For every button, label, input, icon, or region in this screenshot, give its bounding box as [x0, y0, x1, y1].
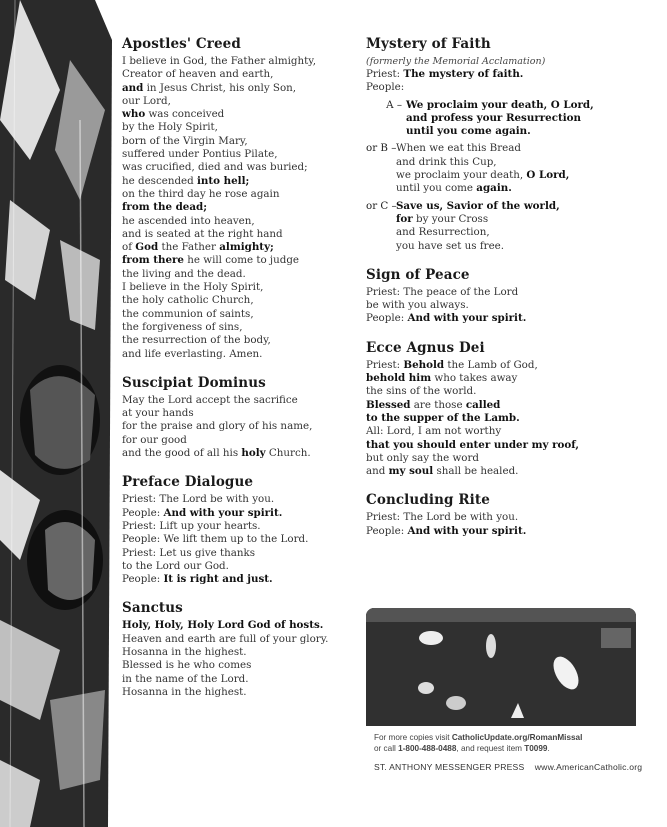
text: Blessed is he who comes	[122, 659, 252, 672]
text: at your hands	[122, 407, 194, 420]
text: by your Cross	[412, 212, 489, 225]
text-line	[122, 659, 354, 672]
bold-text: CatholicUpdate.org/RomanMissal	[451, 733, 583, 742]
text-line	[366, 439, 646, 452]
section-sign-of-peace	[366, 267, 646, 326]
text: Priest: The peace of the Lord	[366, 285, 519, 298]
text: he will come to judge	[183, 254, 300, 267]
bold-text: O Lord,	[526, 169, 570, 182]
text: Hosanna in the highest.	[122, 685, 247, 698]
text: and drink this Cup,	[396, 155, 497, 168]
text: Priest: Lift up your hearts.	[122, 519, 261, 532]
text: was conceived	[145, 108, 225, 121]
text: in Jesus Christ, his only Son,	[143, 81, 297, 94]
text-line	[122, 407, 354, 420]
section-concluding-rite	[366, 492, 646, 538]
option-label: or C –	[366, 199, 397, 212]
text-line	[122, 188, 354, 201]
text: he descended	[122, 174, 198, 187]
acclamation-option	[366, 99, 646, 139]
text-line	[366, 511, 646, 524]
text: suffered under Pontius Pilate,	[122, 148, 278, 161]
text-line	[366, 399, 646, 412]
bold-text: that you should enter under my roof,	[366, 438, 580, 451]
text: and	[366, 465, 389, 478]
text-line	[374, 743, 582, 754]
text: or call	[374, 744, 399, 753]
text-line	[366, 425, 646, 438]
text: People:	[366, 312, 408, 325]
text-line	[366, 359, 646, 372]
text-line	[396, 156, 569, 169]
bold-text: The mystery of faith.	[403, 68, 524, 80]
text: Priest: The Lord be with you.	[122, 493, 275, 506]
text-line	[122, 215, 354, 228]
text: All: Lord, I am not worthy	[366, 425, 502, 438]
publisher-website-link[interactable]: www.AmericanCatholic.org	[534, 762, 643, 772]
section-preface-dialogue	[122, 474, 354, 586]
option-label: A –	[386, 98, 402, 111]
bold-text: from the dead;	[122, 201, 208, 214]
text: People: We lift them up to the Lord.	[122, 533, 309, 546]
bold-text: until you come again.	[406, 125, 531, 138]
bold-text: And with your spirit.	[407, 312, 527, 325]
text-line	[396, 226, 560, 239]
bold-text: It is right and just.	[163, 573, 273, 586]
text-line	[406, 99, 594, 112]
bold-text: God	[135, 241, 159, 254]
text-line	[396, 142, 569, 155]
text-line	[122, 241, 354, 254]
bold-text: We proclaim your death, O Lord,	[406, 98, 594, 111]
section-ecce-agnus-dei	[366, 340, 646, 479]
text: People:	[122, 506, 164, 519]
text: the Lamb of God,	[444, 358, 538, 371]
text-line	[122, 420, 354, 433]
text-line	[122, 673, 354, 686]
bold-text: from there	[122, 254, 184, 267]
text-line	[366, 525, 646, 538]
ordering-info	[374, 732, 582, 754]
text: for our good	[122, 433, 187, 446]
text-line	[122, 547, 354, 560]
text-line	[396, 200, 560, 213]
right-column	[366, 36, 646, 552]
text: he ascended into heaven,	[122, 214, 255, 227]
text: in the name of the Lord.	[122, 672, 249, 685]
bold-text: T0099	[524, 744, 548, 753]
text: the Father	[158, 241, 220, 254]
text-line	[122, 161, 354, 174]
text-line	[122, 560, 354, 573]
text: the living and the dead.	[122, 267, 246, 280]
bold-text: behold him	[366, 372, 432, 385]
text: the forgiveness of sins,	[122, 320, 243, 333]
text-line	[122, 175, 354, 188]
text: the sins of the world.	[366, 385, 477, 398]
text-line	[122, 308, 354, 321]
text: the holy catholic Church,	[122, 294, 254, 307]
text: and is seated at the right hand	[122, 227, 283, 240]
text-line	[122, 281, 354, 294]
text: .	[547, 744, 550, 753]
bold-text: and	[122, 81, 144, 94]
text: shall be healed.	[433, 465, 519, 478]
text: the resurrection of the body,	[122, 334, 271, 347]
stained-glass-artwork	[0, 0, 118, 827]
text-line	[396, 240, 560, 253]
bold-text: almighty;	[219, 241, 274, 254]
text-line	[122, 619, 354, 632]
section-sanctus	[122, 600, 354, 699]
text: of	[122, 241, 136, 254]
bold-text: called	[465, 398, 501, 411]
text: I believe in God, the Father almighty,	[122, 55, 317, 67]
text: until you come	[396, 182, 477, 195]
text-line	[366, 412, 646, 425]
text: Church.	[265, 447, 311, 460]
text-line	[122, 228, 354, 241]
section-subtitle: (formerly the Memorial Acclamation)	[366, 56, 546, 67]
section-title: Concluding Rite	[366, 492, 490, 509]
text-line	[122, 633, 354, 646]
text: Priest:	[366, 68, 404, 80]
text-line	[122, 121, 354, 134]
text-line	[122, 334, 354, 347]
text: be with you always.	[366, 299, 469, 312]
text-line	[396, 182, 569, 195]
bold-text: who	[122, 108, 146, 121]
section-apostles-creed	[122, 36, 354, 361]
section-suscipiat-dominus	[122, 375, 354, 460]
text-line	[122, 148, 354, 161]
text-line	[122, 135, 354, 148]
text: the communion of saints,	[122, 307, 254, 320]
text: Priest:	[366, 358, 404, 371]
text: for the praise and glory of his name,	[122, 420, 313, 433]
text: Heaven and earth are full of your glory.	[122, 632, 329, 645]
text-line	[366, 299, 646, 312]
text-line	[122, 82, 354, 95]
bold-text: Behold	[403, 358, 445, 371]
text-line	[122, 686, 354, 699]
bold-text: for	[396, 212, 413, 225]
text-line	[122, 55, 354, 68]
text-line	[122, 108, 354, 121]
text: was crucified, died and was buried;	[122, 161, 308, 174]
text: you have set us free.	[396, 239, 505, 252]
bold-text: to the supper of the Lamb.	[366, 411, 520, 424]
text-line	[122, 434, 354, 447]
text-line	[122, 201, 354, 214]
text: and life everlasting. Amen.	[122, 347, 263, 360]
text-line	[366, 452, 646, 465]
section-title: Apostles' Creed	[122, 36, 241, 52]
text: and Resurrection,	[396, 226, 490, 239]
publisher-line	[374, 762, 642, 772]
text-line	[396, 213, 560, 226]
text: but only say the word	[366, 451, 480, 464]
text-line	[122, 394, 354, 407]
text: to the Lord our God.	[122, 559, 229, 572]
text-line	[122, 533, 354, 546]
text-line	[122, 268, 354, 281]
acclamation-option	[366, 142, 646, 195]
text: Hosanna in the highest.	[122, 645, 247, 658]
bold-text: Holy, Holy, Holy Lord God of hosts.	[122, 619, 324, 632]
text-line	[122, 573, 354, 586]
text-line	[122, 646, 354, 659]
text: we proclaim your death,	[396, 169, 527, 182]
text: , and request item	[456, 744, 525, 753]
text: Creator of heaven and earth,	[122, 68, 274, 81]
bold-text: And with your spirit.	[163, 506, 283, 519]
text-line	[366, 372, 646, 385]
text-line	[396, 169, 569, 182]
text: on the third day he rose again	[122, 187, 280, 200]
text-line	[366, 68, 646, 81]
option-label: or B –	[366, 142, 397, 155]
section-title: Preface Dialogue	[122, 474, 254, 491]
left-column	[122, 36, 354, 713]
text-line	[122, 493, 354, 506]
text-line	[122, 321, 354, 334]
text-line	[406, 112, 594, 125]
text: I believe in the Holy Spirit,	[122, 281, 264, 294]
text-line	[122, 520, 354, 533]
text: For more copies visit	[374, 733, 452, 742]
text: who takes away	[431, 372, 518, 385]
text-line	[366, 312, 646, 325]
text: May the Lord accept the sacrifice	[122, 393, 298, 406]
text-line	[366, 465, 646, 478]
text-line	[122, 348, 354, 361]
text: born of the Virgin Mary,	[122, 134, 248, 147]
text-line	[122, 507, 354, 520]
section-title: Ecce Agnus Dei	[366, 339, 485, 356]
text-line	[122, 447, 354, 460]
photo-image	[366, 608, 636, 726]
section-title: Sign of Peace	[366, 266, 470, 283]
bold-text: my soul	[388, 465, 434, 478]
bold-text: into hell;	[197, 174, 250, 187]
bold-text: and profess your Resurrection	[406, 111, 582, 124]
section-title: Suscipiat Dominus	[122, 374, 266, 391]
text-line	[406, 125, 594, 138]
bold-text: Blessed	[366, 398, 411, 411]
section-mystery-of-faith	[366, 36, 646, 253]
section-title: Sanctus	[122, 600, 183, 617]
congregation-photo	[366, 608, 636, 726]
text-line	[122, 294, 354, 307]
publisher-name: ST. ANTHONY MESSENGER PRESS	[374, 762, 525, 772]
bold-text: holy	[241, 447, 266, 460]
text-line	[366, 385, 646, 398]
text: Priest: Let us give thanks	[122, 546, 256, 559]
text-line	[122, 95, 354, 108]
text: our Lord,	[122, 94, 171, 107]
text-line	[366, 81, 646, 94]
bold-text: And with your spirit.	[407, 524, 527, 537]
text: Priest: The Lord be with you.	[366, 511, 519, 524]
text-line	[366, 286, 646, 299]
bold-text: again.	[476, 182, 512, 195]
text-line	[122, 254, 354, 267]
text: are those	[410, 398, 466, 411]
text: and the good of all his	[122, 447, 242, 460]
section-title: Mystery of Faith	[366, 36, 491, 52]
text: People:	[366, 524, 408, 537]
text: by the Holy Spirit,	[122, 121, 218, 134]
text: People:	[366, 81, 405, 94]
bold-text: 1-800-488-0488	[398, 744, 457, 753]
text: People:	[122, 573, 164, 586]
text-line	[374, 732, 582, 743]
bold-text: Save us, Savior of the world,	[396, 199, 560, 212]
text: When we eat this Bread	[396, 142, 521, 155]
text-line	[122, 68, 354, 81]
acclamation-option	[366, 200, 646, 253]
